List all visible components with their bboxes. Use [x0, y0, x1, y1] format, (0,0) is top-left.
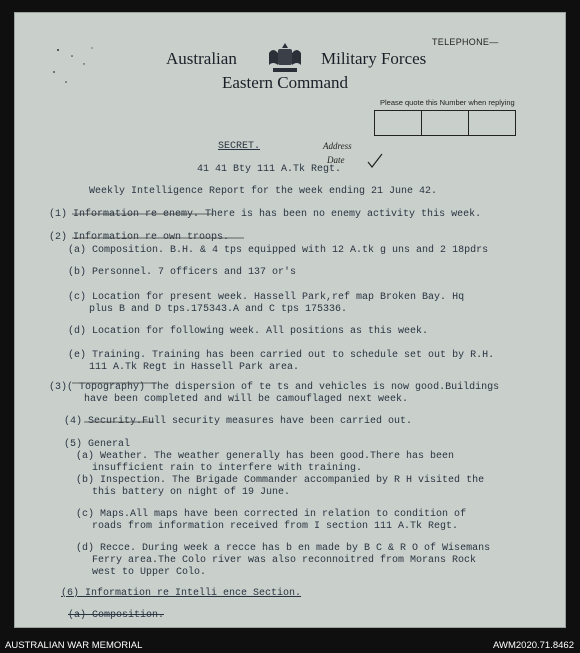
general-d-recce-cont: Ferry area.The Colo river was also reconnoitred from Morans Rock [92, 555, 477, 566]
general-b-inspection-cont: this battery on night of 19 June. [92, 487, 291, 498]
general-d-recce: (d) Recce. During week a recce has b en made by B C & R O of Wisemans [76, 543, 491, 554]
report-title: Weekly Intelligence Report for the week ending 21 June 42. [89, 186, 438, 197]
item-b-personnel: (b) Personnel. 7 officers and 137 or's [68, 267, 297, 278]
general-c-maps: (c) Maps.All maps have been corrected in relation to condition of [76, 509, 467, 520]
item-e-training-cont: 111 A.Tk Regt in Hassell Park area. [89, 362, 300, 373]
section-1-enemy: (1) Information re enemy. There is has been no enemy activity this week. [49, 209, 482, 220]
telephone-label: TELEPHONE— [432, 37, 499, 47]
item-c-location-cont: plus B and D tps.175343.A and C tps 175336. [89, 304, 348, 315]
letterhead-right: Military Forces [321, 49, 427, 68]
section-3-topography: (3)( Topography) The dispersion of te ts and vehicles is now good.Buildings [49, 382, 500, 393]
letterhead-left: Australian [166, 49, 237, 68]
section-6-intelligence: (6) Information re Intelli ence Section. [61, 588, 302, 599]
general-a-weather-cont: insufficient rain to interfere with training. [92, 463, 363, 474]
section-2-heading: (2) Information re own troops. [49, 232, 230, 243]
letterhead-command: Eastern Command [222, 73, 349, 92]
item-d-location-next: (d) Location for following week. All positions as this week. [68, 326, 429, 337]
item-a-composition: (a) Composition. B.H. & 4 tps equipped with 12 A.tk g uns and 2 18pdrs [68, 245, 489, 256]
footer-archive-name: AUSTRALIAN WAR MEMORIAL [5, 640, 143, 651]
section-3-topography-cont: have been completed and will be camouflaged next week. [84, 394, 409, 405]
footer-accession-number: AWM2020.71.8462 [493, 640, 574, 651]
secret-heading: SECRET. [218, 141, 261, 152]
item-e-training: (e) Training. Training has been carried out to schedule set out by R.H. [68, 350, 495, 361]
item-c-location: (c) Location for present week. Hassell Park,ref map Broken Bay. Hq [68, 292, 465, 303]
general-d-recce-cont2: west to Upper Colo. [92, 567, 207, 578]
section-4-security: (4) Security.Full security measures have been carried out. [64, 416, 413, 427]
unit-line: 41 41 Bty 111 A.Tk Regt. [197, 164, 342, 175]
general-c-maps-cont: roads from information received from I section 111 A.Tk Regt. [92, 521, 459, 532]
date-label: Date [327, 155, 345, 165]
section-5-general: (5) General [64, 439, 131, 450]
pencil-annotations [14, 12, 566, 628]
address-label: Address [323, 141, 352, 151]
general-b-inspection: (b) Inspection. The Brigade Commander accompanied by R H visited the [76, 475, 485, 486]
quote-number-note: Please quote this Number when replying [380, 98, 515, 107]
general-a-weather: (a) Weather. The weather generally has been good.There has been [76, 451, 455, 462]
section-6-composition: (a) Composition. [68, 610, 165, 621]
document-page [14, 12, 566, 628]
